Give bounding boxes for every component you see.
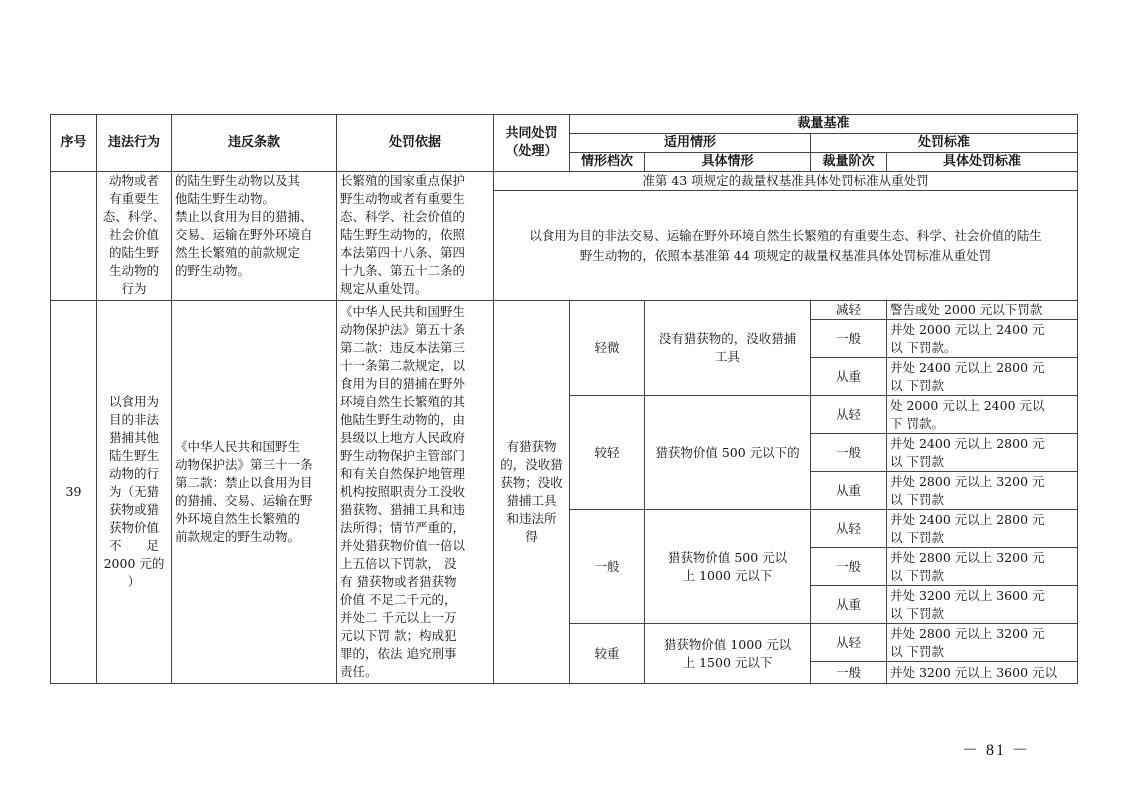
penalty-3-2: 并处 2800 元以上 3200 元 以 下罚款	[887, 548, 1078, 586]
penalty-1-2: 并处 2000 元以上 2400 元 以 下罚款。	[887, 320, 1078, 358]
row39-basis: 《中华人民共和国野生 动物保护法》第五十条 第二款：违反本法第三 十一条第二款规定，以 食用为目的猎捕在野外 环境自然生长繁殖的其 他陆生野生动物的，由 县级以上地方人民政府 野生动物保护主管部门 和有关自然保护地管理 机构按照职责分工没收 猎获物、猎捕工具和违 法所得；情节严重的， 并处猎获物价值一倍以 上五倍以下罚款， 没 有 猎获物或者猎获物 价值 不足二千元的， 并处二 千元以上一万 元以下罚 款；构成犯 罪的，依法 追究刑事 责任。	[337, 301, 494, 684]
header-basis: 处罚依据	[337, 115, 494, 172]
tier-2-3: 从重	[811, 472, 887, 510]
penalty-4-2: 并处 3200 元以上 3600 元以	[887, 662, 1078, 684]
prev-basis-cell: 长繁殖的国家重点保护 野生动物或者有重要生 态、科学、社会价值的 陆生野生动物的，依照 本法第四十八条、第四 十九条、第五十二条的 规定从重处罚。	[337, 172, 494, 301]
row39-common: 有猎获物 的，没收猎 获物；没收 猎捕工具 和违法所 得	[494, 301, 570, 684]
penalty-2-3: 并处 2800 元以上 3200 元 以 下罚款	[887, 472, 1078, 510]
penalty-4-1: 并处 2800 元以上 3200 元 以 下罚款	[887, 624, 1078, 662]
detail-2: 猎获物价值 500 元以下的	[645, 396, 811, 510]
tier-2-1: 从轻	[811, 396, 887, 434]
level-2: 较轻	[570, 396, 645, 510]
detail-3: 猎获物价值 500 元以 上 1000 元以下	[645, 510, 811, 624]
detail-1: 没有猎获物的，没收猎捕 工具	[645, 301, 811, 396]
penalty-standard-table	[50, 114, 1078, 684]
penalty-1-1: 警告或处 2000 元以下罚款	[887, 301, 1078, 320]
header-penalty: 具体处罚标准	[887, 153, 1078, 172]
prev-note-2: 以食用为目的非法交易、运输在野外环境自然生长繁殖的有重要生态、科学、社会价值的陆生 野生动物的，依照本基准第 44 项规定的裁量权基准具体处罚标准从重处罚	[494, 191, 1078, 301]
header-act: 违法行为	[97, 115, 172, 172]
prev-seq-cell	[51, 172, 97, 301]
tier-1-1: 减轻	[811, 301, 887, 320]
tier-4-2: 一般	[811, 662, 887, 684]
tier-3-2: 一般	[811, 548, 887, 586]
prev-act-cell: 动物或者 有重要生 态、科学、 社会价值 的陆生野 生动物的 行为	[97, 172, 172, 301]
level-3: 一般	[570, 510, 645, 624]
prev-article-cell: 的陆生野生动物以及其 他陆生野生动物。 禁止以食用为目的猎捕、 交易、运输在野外环境自 然生长繁殖的前款规定 的野生动物。	[172, 172, 337, 301]
page-number: － 81 －	[962, 742, 1031, 759]
penalty-3-3: 并处 3200 元以上 3600 元 以 下罚款	[887, 586, 1078, 624]
tier-3-3: 从重	[811, 586, 887, 624]
header-seq: 序号	[51, 115, 97, 172]
row39-seq: 39	[51, 301, 97, 684]
header-situation-group: 适用情形	[570, 134, 811, 153]
tier-3-1: 从轻	[811, 510, 887, 548]
header-penalty-group: 处罚标准	[811, 134, 1078, 153]
level-4: 较重	[570, 624, 645, 684]
tier-2-2: 一般	[811, 434, 887, 472]
header-detail: 具体情形	[645, 153, 811, 172]
prev-note-1: 准第 43 项规定的裁量权基准具体处罚标准从重处罚	[494, 172, 1078, 191]
row39-act: 以食用为 目的非法 猎捕其他 陆生野生 动物的行 为（无猎 获物或猎 获物价值 不 足 2000 元的 ）	[97, 301, 172, 684]
tier-1-3: 从重	[811, 358, 887, 396]
penalty-1-3: 并处 2400 元以上 2800 元 以 下罚款	[887, 358, 1078, 396]
tier-1-2: 一般	[811, 320, 887, 358]
penalty-2-2: 并处 2400 元以上 2800 元 以 下罚款	[887, 434, 1078, 472]
penalty-2-1: 处 2000 元以上 2400 元以 下 罚款。	[887, 396, 1078, 434]
penalty-3-1: 并处 2400 元以上 2800 元 以 下罚款	[887, 510, 1078, 548]
detail-4: 猎获物价值 1000 元以 上 1500 元以下	[645, 624, 811, 684]
header-common: 共同处罚 （处理）	[494, 115, 570, 172]
header-level: 情形档次	[570, 153, 645, 172]
tier-4-1: 从轻	[811, 624, 887, 662]
header-standard-group: 裁量基准	[570, 115, 1078, 134]
row39-article: 《中华人民共和国野生 动物保护法》第三十一条 第二款：禁止以食用为目 的猎捕、交易、运输在野 外环境自然生长繁殖的 前款规定的野生动物。	[172, 301, 337, 684]
header-article: 违反条款	[172, 115, 337, 172]
header-tier: 裁量阶次	[811, 153, 887, 172]
level-1: 轻微	[570, 301, 645, 396]
